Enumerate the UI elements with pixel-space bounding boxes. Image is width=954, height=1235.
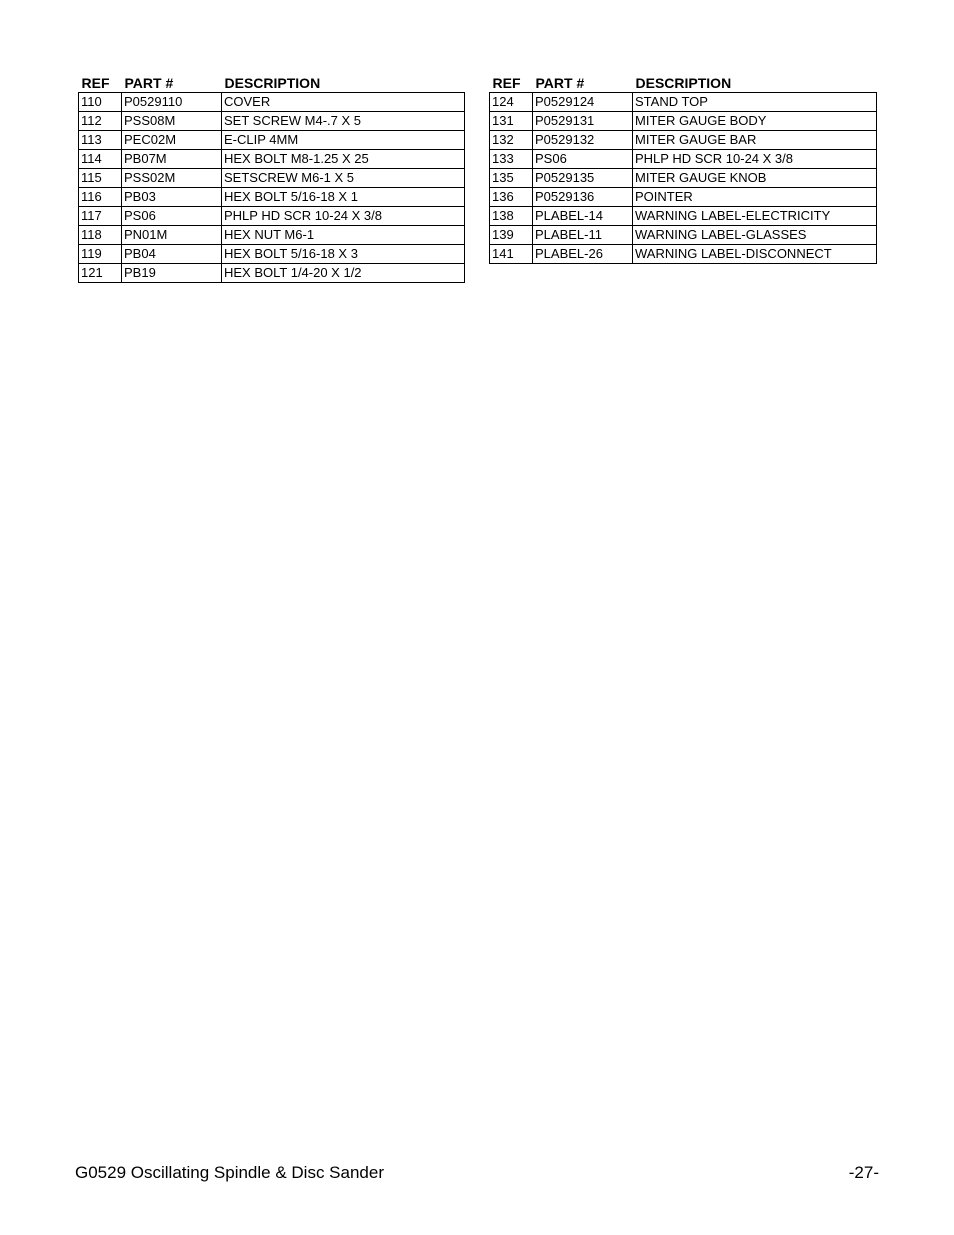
ref-cell: 119 xyxy=(79,245,122,264)
ref-cell: 118 xyxy=(79,226,122,245)
description-header: DESCRIPTION xyxy=(224,75,321,91)
description-cell: POINTER xyxy=(633,188,877,207)
part-number-cell: P0529135 xyxy=(533,169,633,188)
ref-cell: 121 xyxy=(79,264,122,283)
table-row xyxy=(490,169,877,188)
parts-table-right xyxy=(489,74,877,264)
description-cell: WARNING LABEL-GLASSES xyxy=(633,226,877,245)
description-header: DESCRIPTION xyxy=(635,75,732,91)
ref-cell: 116 xyxy=(79,188,122,207)
part-number-cell: P0529124 xyxy=(533,93,633,112)
description-cell: SET SCREW M4-.7 X 5 xyxy=(222,112,465,131)
ref-cell: 110 xyxy=(79,93,122,112)
description-cell: HEX BOLT M8-1.25 X 25 xyxy=(222,150,465,169)
description-cell: WARNING LABEL-ELECTRICITY xyxy=(633,207,877,226)
ref-header: REF xyxy=(492,75,521,91)
table-row xyxy=(79,169,465,188)
table-row xyxy=(79,112,465,131)
ref-cell: 112 xyxy=(79,112,122,131)
footer-title: G0529 Oscillating Spindle & Disc Sander xyxy=(75,1163,384,1182)
table-row xyxy=(79,188,465,207)
ref-cell: 124 xyxy=(490,93,533,112)
part-number-cell: PB07M xyxy=(122,150,222,169)
table-row xyxy=(79,93,465,112)
ref-cell: 115 xyxy=(79,169,122,188)
part-number-cell: PN01M xyxy=(122,226,222,245)
description-cell: HEX NUT M6-1 xyxy=(222,226,465,245)
table-row xyxy=(490,150,877,169)
ref-cell: 117 xyxy=(79,207,122,226)
table-row xyxy=(79,150,465,169)
table-header-row xyxy=(490,74,877,93)
ref-cell: 138 xyxy=(490,207,533,226)
part-number-cell: PB04 xyxy=(122,245,222,264)
table-row xyxy=(79,264,465,283)
part-number-cell: PSS02M xyxy=(122,169,222,188)
part-number-cell: P0529136 xyxy=(533,188,633,207)
description-cell: HEX BOLT 1/4-20 X 1/2 xyxy=(222,264,465,283)
part-number-cell: PLABEL-11 xyxy=(533,226,633,245)
part-number-cell: PLABEL-26 xyxy=(533,245,633,264)
part-header: PART # xyxy=(535,75,585,91)
table-row xyxy=(490,226,877,245)
part-number-cell: P0529110 xyxy=(122,93,222,112)
part-number-cell: PLABEL-14 xyxy=(533,207,633,226)
table-row xyxy=(490,207,877,226)
description-cell: PHLP HD SCR 10-24 X 3/8 xyxy=(633,150,877,169)
part-number-cell: PB19 xyxy=(122,264,222,283)
parts-table-left xyxy=(78,74,465,283)
table-row xyxy=(490,131,877,150)
table-row xyxy=(79,131,465,150)
part-number-cell: PS06 xyxy=(533,150,633,169)
part-number-cell: PB03 xyxy=(122,188,222,207)
table-row xyxy=(490,188,877,207)
table-header-row xyxy=(79,74,465,93)
table-row xyxy=(79,226,465,245)
part-number-cell: PEC02M xyxy=(122,131,222,150)
ref-cell: 132 xyxy=(490,131,533,150)
description-cell: HEX BOLT 5/16-18 X 3 xyxy=(222,245,465,264)
description-cell: COVER xyxy=(222,93,465,112)
description-cell: SETSCREW M6-1 X 5 xyxy=(222,169,465,188)
description-cell: MITER GAUGE BAR xyxy=(633,131,877,150)
ref-cell: 139 xyxy=(490,226,533,245)
description-cell: PHLP HD SCR 10-24 X 3/8 xyxy=(222,207,465,226)
description-cell: MITER GAUGE KNOB xyxy=(633,169,877,188)
part-number-cell: P0529132 xyxy=(533,131,633,150)
ref-cell: 141 xyxy=(490,245,533,264)
description-cell: HEX BOLT 5/16-18 X 1 xyxy=(222,188,465,207)
table-row xyxy=(490,112,877,131)
part-number-cell: PSS08M xyxy=(122,112,222,131)
table-row xyxy=(490,93,877,112)
page-number: -27- xyxy=(848,1163,879,1182)
ref-header: REF xyxy=(81,75,110,91)
ref-cell: 133 xyxy=(490,150,533,169)
ref-cell: 135 xyxy=(490,169,533,188)
description-cell: E-CLIP 4MM xyxy=(222,131,465,150)
ref-cell: 113 xyxy=(79,131,122,150)
part-header: PART # xyxy=(124,75,174,91)
ref-cell: 114 xyxy=(79,150,122,169)
table-row xyxy=(79,207,465,226)
part-number-cell: PS06 xyxy=(122,207,222,226)
ref-cell: 136 xyxy=(490,188,533,207)
table-row xyxy=(79,245,465,264)
description-cell: MITER GAUGE BODY xyxy=(633,112,877,131)
description-cell: STAND TOP xyxy=(633,93,877,112)
part-number-cell: P0529131 xyxy=(533,112,633,131)
ref-cell: 131 xyxy=(490,112,533,131)
table-row xyxy=(490,245,877,264)
description-cell: WARNING LABEL-DISCONNECT xyxy=(633,245,877,264)
